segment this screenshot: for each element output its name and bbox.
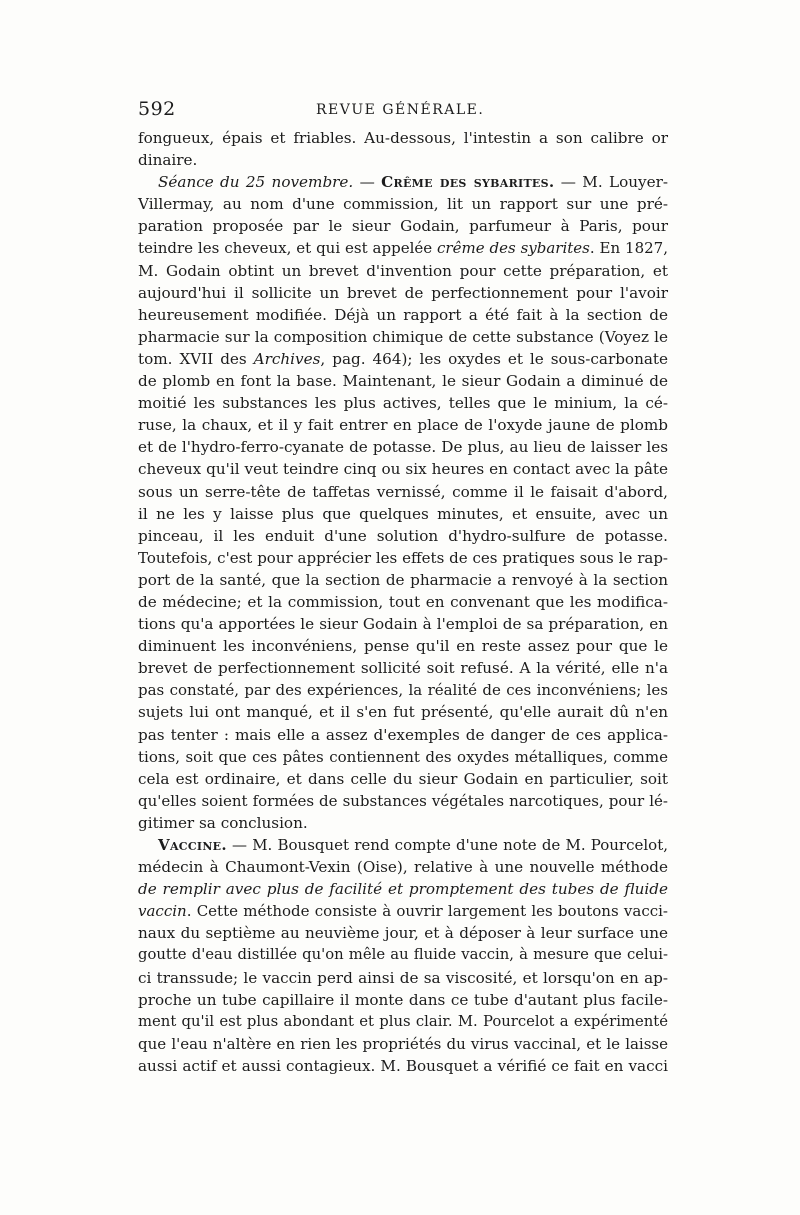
text-run: diminuent les inconvéniens, pense qu'il en reste assez pour que le bbox=[138, 637, 668, 656]
text-run: tions qu'a apportées le sieur Godain à l'emploi de sa préparation, en bbox=[138, 615, 668, 634]
text-run: ruse, la chaux, et il y fait entrer en place de l'oxyde jaune de plomb bbox=[138, 416, 668, 435]
text-line bbox=[138, 503, 668, 525]
text-run: sous un serre-tête de taffetas vernissé, comme il le faisait d'abord, bbox=[138, 482, 668, 501]
text-line bbox=[138, 547, 668, 569]
text-run: aussi actif et aussi contagieux. M. Bousquet a vérifié ce fait en vacci bbox=[138, 1056, 668, 1075]
italic-run: vaccin bbox=[138, 902, 187, 921]
text-line bbox=[138, 701, 668, 723]
section-heading: Vaccine. bbox=[158, 836, 227, 854]
text-run: Toutefois, c'est pour apprécier les effets de ces pratiques sous le rap- bbox=[138, 548, 668, 567]
text-line bbox=[138, 900, 668, 922]
text-line bbox=[138, 127, 668, 149]
text-run: paration proposée par le sieur Godain, parfumeur à Paris, pour bbox=[138, 217, 668, 236]
italic-run: crême des sybarites bbox=[437, 239, 590, 258]
italic-run: de remplir avec plus de facilité et promptement des tubes de fluide bbox=[138, 880, 668, 899]
text-run: port de la santé, que la section de pharmacie a renvoyé à la section bbox=[138, 570, 668, 589]
text-line bbox=[138, 746, 668, 768]
text-run: pharmacie sur la composition chimique de cette substance (Voyez le bbox=[138, 327, 668, 346]
text-line bbox=[138, 414, 668, 436]
text-run: heureusement modifiée. Déjà un rapport a été fait à la section de bbox=[138, 305, 668, 324]
text-line bbox=[138, 260, 668, 282]
text-line bbox=[138, 171, 668, 193]
text-line bbox=[138, 1011, 668, 1033]
text-line bbox=[138, 613, 668, 635]
text-run: brevet de perfectionnement sollicité soit refusé. A la vérité, elle n'a bbox=[138, 659, 668, 678]
text-run: — bbox=[353, 173, 382, 192]
text-line bbox=[138, 326, 668, 348]
text-run: goutte d'eau distillée qu'on mêle au fluide vaccin, à mesure que celui- bbox=[138, 946, 668, 964]
text-run: pas constaté, par des expériences, la réalité de ces inconvéniens; les bbox=[138, 681, 668, 700]
text-run: teindre les cheveux, et qui est appelée bbox=[138, 239, 438, 258]
text-line bbox=[138, 348, 668, 370]
text-run: pinceau, il les enduit d'une solution d'hydro-sulfure de potasse. bbox=[138, 526, 668, 545]
text-run: tom. XVII des bbox=[138, 349, 254, 368]
page-number: 592 bbox=[138, 98, 176, 120]
text-line bbox=[138, 989, 668, 1011]
text-line bbox=[138, 436, 668, 458]
text-line bbox=[138, 922, 668, 944]
text-run: fongueux, épais et friables. Au-dessous, l'intestin a son calibre or bbox=[138, 129, 668, 147]
text-line bbox=[138, 282, 668, 304]
text-run: de médecine; et la commission, tout en convenant que les modifica- bbox=[138, 592, 668, 611]
text-run: médecin à Chaumont-Vexin (Oise), relative à une nouvelle méthode bbox=[138, 858, 668, 877]
text-line bbox=[138, 790, 668, 812]
running-title: REVUE GÉNÉRALE. bbox=[316, 102, 485, 118]
text-line bbox=[138, 215, 668, 237]
text-line bbox=[138, 481, 668, 503]
text-line bbox=[138, 967, 668, 989]
section-heading: Crême des sybarites. bbox=[381, 173, 555, 192]
text-line bbox=[138, 724, 668, 746]
text-run: ment qu'il est plus abondant et plus clair. M. Pourcelot a expérimenté bbox=[138, 1012, 668, 1030]
text-run: . En 1827, bbox=[589, 239, 668, 258]
text-line bbox=[138, 679, 668, 701]
text-run: aujourd'hui il sollicite un brevet de perfectionnement pour l'avoir bbox=[138, 283, 668, 302]
text-line bbox=[138, 944, 668, 966]
text-run: M. Godain obtint un brevet d'invention pour cette préparation, et bbox=[138, 261, 668, 280]
text-run: , pag. 464); les oxydes et le sous-carbonate bbox=[320, 349, 669, 368]
text-run: gitimer sa conclusion. bbox=[138, 813, 308, 832]
text-line bbox=[138, 591, 668, 613]
text-run: . Cette méthode consiste à ouvrir largement les boutons vacci- bbox=[186, 902, 668, 921]
text-run: ci transsude; le vaccin perd ainsi de sa viscosité, et lorsqu'on en ap- bbox=[138, 968, 668, 987]
text-run: qu'elles soient formées de substances végétales narcotiques, pour lé- bbox=[138, 791, 668, 810]
text-line bbox=[138, 392, 668, 414]
text-line bbox=[138, 878, 668, 900]
text-run: naux du septième au neuvième jour, et à déposer à leur surface une bbox=[138, 924, 668, 943]
text-line bbox=[138, 812, 668, 834]
text-run: que l'eau n'altère en rien les propriétés du virus vaccinal, et le laisse bbox=[138, 1034, 668, 1053]
text-run: cela est ordinaire, et dans celle du sieur Godain en particulier, soit bbox=[138, 769, 668, 788]
text-run: tions, soit que ces pâtes contiennent des oxydes métalliques, comme bbox=[138, 747, 668, 766]
text-run: moitié les substances les plus actives, telles que le minium, la cé- bbox=[138, 394, 668, 413]
text-run: — M. Bousquet rend compte d'une note de M. Pourcelot, bbox=[226, 836, 668, 854]
text-line bbox=[138, 834, 668, 856]
text-run: dinaire. bbox=[138, 151, 198, 170]
text-line bbox=[138, 370, 668, 392]
text-run: et de l'hydro-ferro-cyanate de potasse. De plus, au lieu de laisser les bbox=[138, 438, 668, 457]
text-line bbox=[138, 1033, 668, 1055]
text-line bbox=[138, 458, 668, 480]
text-line bbox=[138, 635, 668, 657]
text-line bbox=[138, 304, 668, 326]
italic-run: Archives bbox=[253, 349, 321, 368]
text-line bbox=[138, 569, 668, 591]
text-line bbox=[138, 856, 668, 878]
text-run: Villermay, au nom d'une commission, lit un rapport sur une pré- bbox=[138, 195, 668, 214]
text-run: pas tenter : mais elle a assez d'exemples de danger de ces applica- bbox=[138, 725, 668, 744]
text-line bbox=[138, 1055, 668, 1077]
text-run: il ne les y laisse plus que quelques minutes, et ensuite, avec un bbox=[138, 504, 668, 523]
body-text bbox=[138, 127, 668, 1077]
text-run: cheveux qu'il veut teindre cinq ou six heures en contact avec la pâte bbox=[138, 460, 668, 479]
text-run: sujets lui ont manqué, et il s'en fut présenté, qu'elle aurait dû n'en bbox=[138, 703, 668, 722]
text-run: de plomb en font la base. Maintenant, le sieur Godain a diminué de bbox=[138, 372, 668, 391]
text-line bbox=[138, 149, 668, 171]
text-line bbox=[138, 237, 668, 259]
text-line bbox=[138, 193, 668, 215]
text-run: proche un tube capillaire il monte dans ce tube d'autant plus facile- bbox=[138, 990, 668, 1009]
italic-run: Séance du 25 novembre. bbox=[158, 173, 354, 192]
text-line bbox=[138, 657, 668, 679]
text-line bbox=[138, 525, 668, 547]
text-run: — M. Louyer- bbox=[554, 173, 668, 192]
text-line bbox=[138, 768, 668, 790]
page-header bbox=[138, 98, 668, 124]
